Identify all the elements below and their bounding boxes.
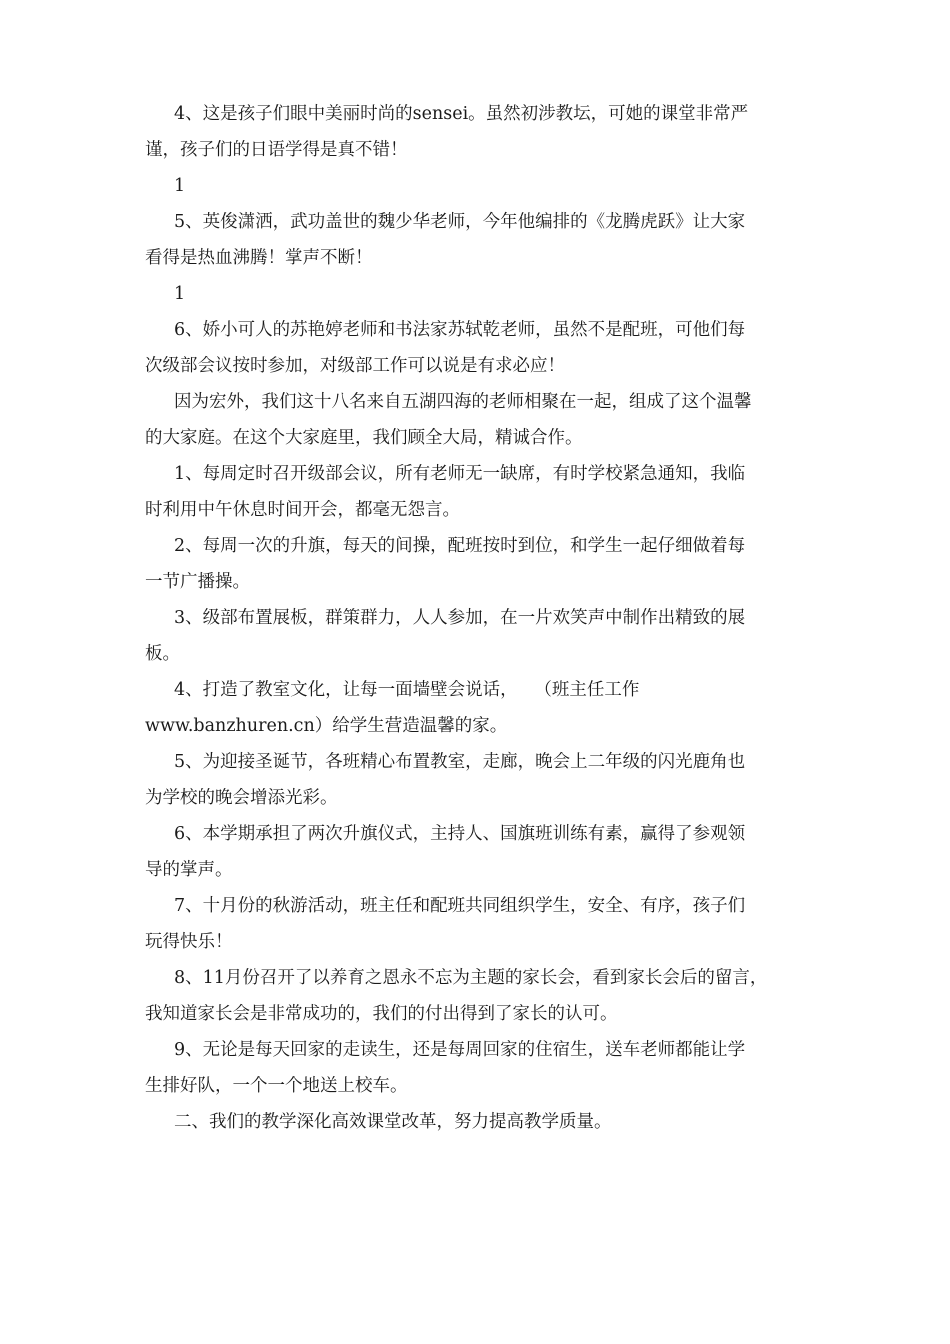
text-line-link: www.banzhuren.cn）给学生营造温馨的家。 <box>145 716 508 736</box>
text-line: 生排好队，一个一个地送上校车。 <box>145 1076 408 1096</box>
paragraph-list-3 <box>145 600 805 672</box>
paragraph-list-9 <box>145 1032 805 1104</box>
paragraph-big-family <box>145 384 805 456</box>
text-line: 谨，孩子们的日语学得是真不错！ <box>145 140 408 160</box>
text-line: 看得是热血沸腾！掌声不断！ <box>145 248 373 268</box>
text-line: 7、十月份的秋游活动，班主任和配班共同组织学生，安全、有序，孩子们 <box>174 896 746 916</box>
paragraph-list-4 <box>145 672 805 744</box>
text-line: 为学校的晚会增添光彩。 <box>145 788 338 808</box>
text-line: 1、每周定时召开级部会议，所有老师无一缺席，有时学校紧急通知，我临 <box>174 464 746 484</box>
text-line: 一节广播操。 <box>145 572 250 592</box>
page-number-marker: 1 <box>174 176 186 196</box>
section-heading-teaching <box>145 1104 805 1140</box>
document-body <box>145 96 805 1140</box>
paragraph-list-6 <box>145 816 805 888</box>
text-line: 5、为迎接圣诞节，各班精心布置教室，走廊，晚会上二年级的闪光鹿角也 <box>174 752 746 772</box>
text-line: 玩得快乐！ <box>145 932 233 952</box>
paragraph-list-5 <box>145 744 805 816</box>
paragraph-item-5-wei <box>145 204 805 276</box>
paragraph-item-6-su <box>145 312 805 384</box>
text-line: 我知道家长会是非常成功的，我们的付出得到了家长的认可。 <box>145 1004 618 1024</box>
text-line: 2、每周一次的升旗，每天的间操，配班按时到位，和学生一起仔细做着每 <box>174 536 746 556</box>
text-line: 的大家庭。在这个大家庭里，我们顾全大局，精诚合作。 <box>145 428 583 448</box>
text-line: 因为宏外，我们这十八名来自五湖四海的老师相聚在一起，组成了这个温馨 <box>174 392 752 412</box>
text-line: 9、无论是每天回家的走读生，还是每周回家的住宿生，送车老师都能让学 <box>174 1040 746 1060</box>
text-line: 时利用中午休息时间开会，都毫无怨言。 <box>145 500 460 520</box>
text-line: 导的掌声。 <box>145 860 233 880</box>
text-line: 板。 <box>145 644 180 664</box>
paragraph-list-1 <box>145 456 805 528</box>
text-line: 8、11月份召开了以养育之恩永不忘为主题的家长会，看到家长会后的留言， <box>174 968 768 988</box>
text-line: 6、本学期承担了两次升旗仪式，主持人、国旗班训练有素，赢得了参观领 <box>174 824 746 844</box>
text-line: 次级部会议按时参加，对级部工作可以说是有求必应！ <box>145 356 565 376</box>
text-line: 4、打造了教室文化，让每一面墙壁会说话， （班主任工作 <box>174 680 640 700</box>
paragraph-list-8 <box>145 960 805 1032</box>
text-line: 3、级部布置展板，群策群力，人人参加，在一片欢笑声中制作出精致的展 <box>174 608 746 628</box>
text-line: 4、这是孩子们眼中美丽时尚的sensei。虽然初涉教坛，可她的课堂非常严 <box>174 104 749 124</box>
paragraph-list-7 <box>145 888 805 960</box>
paragraph-list-2 <box>145 528 805 600</box>
text-line: 5、英俊潇洒，武功盖世的魏少华老师，今年他编排的《龙腾虎跃》让大家 <box>174 212 746 232</box>
text-line: 二、我们的教学深化高效课堂改革，努力提高教学质量。 <box>174 1112 612 1132</box>
page-number-marker: 1 <box>174 284 186 304</box>
text-line: 6、娇小可人的苏艳婷老师和书法家苏轼乾老师，虽然不是配班，可他们每 <box>174 320 746 340</box>
paragraph-item-4-sensei <box>145 96 805 168</box>
